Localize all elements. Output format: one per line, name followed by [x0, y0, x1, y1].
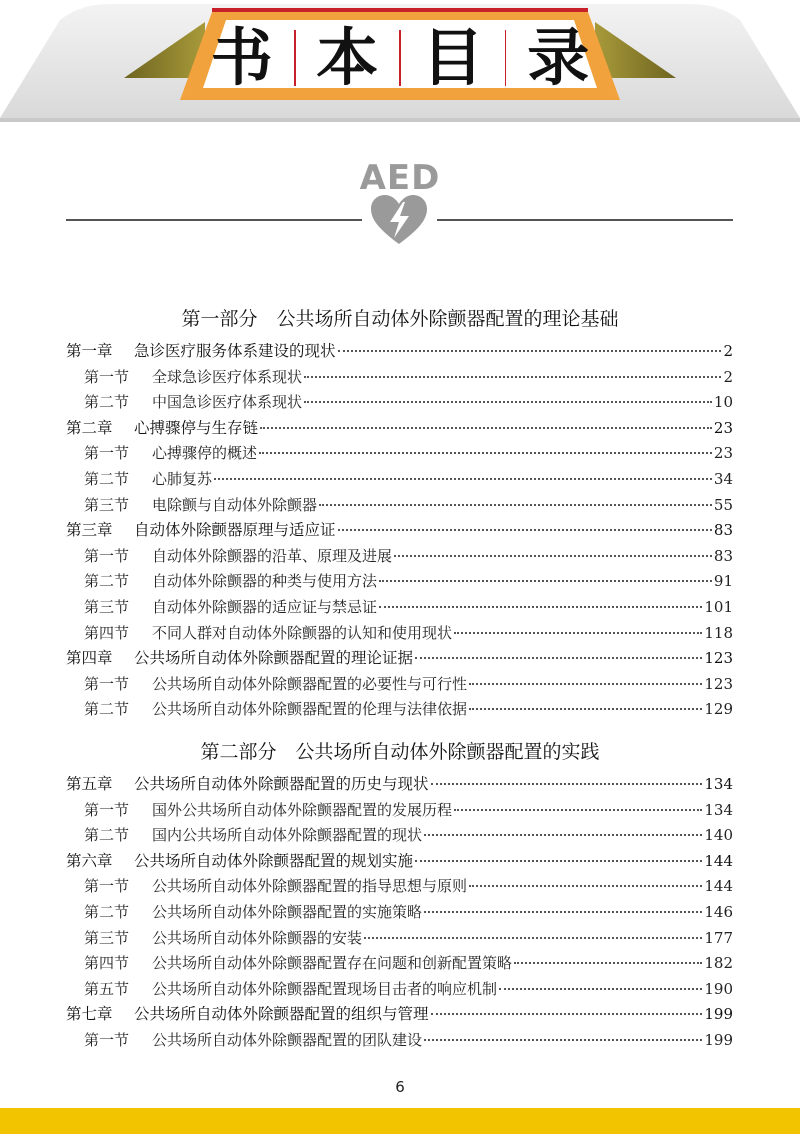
toc-section-title: 自动体外除颤器的沿革、原理及进展 [152, 546, 393, 565]
toc-section-page: 140 [704, 826, 733, 845]
toc-chapter-page: 123 [704, 649, 733, 668]
toc-section-label: 第一节 [84, 1031, 130, 1049]
toc-section-label: 第二节 [84, 700, 130, 719]
toc-section-page: 182 [704, 954, 733, 973]
toc-chapter-title: 公共场所自动体外除颤器配置的理论证据 [134, 649, 414, 668]
leader-dots [260, 427, 712, 429]
toc-chapter-title: 心搏骤停与生存链 [134, 418, 259, 437]
toc-section-label: 第一节 [84, 800, 130, 819]
toc-section-title: 中国急诊医疗体系现状 [152, 393, 303, 412]
toc-section-label: 第三节 [84, 495, 130, 514]
leader-dots [319, 504, 712, 506]
toc-section[interactable] [84, 798, 733, 823]
leader-dots [415, 860, 702, 862]
leader-dots [304, 376, 721, 378]
header-banner [0, 0, 800, 130]
page-number: 6 [395, 1078, 405, 1096]
heart-lightning-icon [370, 194, 428, 246]
toc-section-page: 91 [713, 572, 733, 591]
toc-section[interactable] [84, 493, 733, 518]
toc-section-page: 34 [713, 470, 733, 488]
toc-section[interactable] [84, 595, 733, 620]
toc-chapter[interactable] [66, 518, 733, 543]
toc-section-label: 第一节 [84, 546, 130, 565]
toc-section-label: 第三节 [84, 928, 130, 947]
toc-section[interactable] [84, 569, 733, 594]
toc-chapter-label: 第四章 [66, 649, 113, 668]
leader-dots [415, 657, 702, 659]
toc-chapter[interactable] [66, 1002, 733, 1027]
toc-chapter-page: 144 [704, 851, 733, 870]
banner-char: 书 [210, 21, 273, 94]
toc-section-page: 146 [704, 903, 733, 921]
toc-section-page: 144 [704, 877, 733, 896]
leader-dots [469, 683, 702, 685]
toc-section-page: 134 [704, 800, 733, 819]
toc-section-title: 公共场所自动体外除颤器配置的伦理与法律依据 [152, 700, 468, 719]
toc-section-label: 第三节 [84, 598, 130, 616]
toc-chapter-title: 公共场所自动体外除颤器配置的历史与现状 [134, 775, 429, 793]
toc-section-title: 国内公共场所自动体外除颤器配置的现状 [152, 826, 423, 845]
toc-section-page: 177 [704, 928, 733, 947]
toc-chapter[interactable] [66, 339, 733, 364]
toc-chapter-title: 急诊医疗服务体系建设的现状 [134, 342, 336, 360]
toc-section-title: 公共场所自动体外除颤器的安装 [152, 928, 363, 947]
toc-chapter-page: 134 [704, 775, 733, 793]
toc-section[interactable] [84, 390, 733, 415]
toc-section-label: 第四节 [84, 954, 130, 973]
toc-section-page: 199 [704, 1031, 733, 1049]
toc-section[interactable] [84, 467, 733, 492]
leader-dots [514, 962, 702, 964]
leader-dots [304, 401, 712, 403]
toc-section-label: 第二节 [84, 903, 130, 921]
leader-dots [394, 555, 712, 557]
divider-right [437, 219, 733, 221]
toc-section[interactable] [84, 621, 733, 646]
toc-section-label: 第一节 [84, 877, 130, 896]
toc-section-title: 不同人群对自动体外除颤器的认知和使用现状 [152, 623, 453, 642]
toc-chapter-page: 2 [723, 342, 733, 360]
toc-section[interactable] [84, 1028, 733, 1053]
toc-section-label: 第二节 [84, 393, 130, 412]
toc-section-label: 第一节 [84, 367, 130, 386]
toc-section-page: 10 [713, 393, 733, 412]
toc-chapter-title: 自动体外除颤器原理与适应证 [134, 521, 336, 540]
leader-dots [424, 911, 702, 913]
toc-chapter-page: 23 [713, 418, 733, 437]
toc-section-title: 电除颤与自动体外除颤器 [152, 495, 318, 514]
toc-section-label: 第二节 [84, 572, 130, 591]
toc-chapter[interactable] [66, 772, 733, 797]
toc-section-page: 123 [704, 674, 733, 693]
toc-section-title: 公共场所自动体外除颤器配置现场目击者的响应机制 [152, 979, 498, 998]
leader-dots [469, 885, 702, 887]
toc-chapter-label: 第一章 [66, 342, 113, 360]
toc-section-label: 第二节 [84, 826, 130, 845]
toc-section-label: 第四节 [84, 623, 130, 642]
toc-chapter-page: 83 [713, 521, 733, 540]
banner-char: 本 [316, 21, 379, 94]
toc-section-title: 公共场所自动体外除颤器配置的必要性与可行性 [152, 674, 468, 693]
toc-section[interactable] [84, 823, 733, 848]
leader-dots [259, 452, 712, 454]
leader-dots [454, 632, 702, 634]
part-title: 第一部分 公共场所自动体外除颤器配置的理论基础 [181, 308, 619, 330]
toc-section[interactable] [84, 977, 733, 1002]
toc-chapter-page: 199 [704, 1005, 733, 1024]
leader-dots [214, 478, 712, 480]
toc-section[interactable] [84, 544, 733, 569]
toc-section-title: 公共场所自动体外除颤器配置的指导思想与原则 [152, 877, 468, 896]
divider-left [66, 219, 362, 221]
toc-chapter-label: 第二章 [66, 418, 113, 437]
toc-section-page: 83 [713, 546, 733, 565]
toc-section-title: 自动体外除颤器的种类与使用方法 [152, 572, 378, 591]
toc-section-label: 第二节 [84, 470, 130, 488]
toc-section[interactable] [84, 697, 733, 722]
toc-section-title: 国外公共场所自动体外除颤器配置的发展历程 [152, 800, 453, 819]
toc-section[interactable] [84, 672, 733, 697]
leader-dots [499, 988, 702, 990]
toc-section-title: 心搏骤停的概述 [152, 444, 258, 463]
aed-logo-text: AED [359, 158, 441, 198]
leader-dots [469, 708, 702, 710]
leader-dots [424, 1039, 702, 1041]
toc-chapter-title: 公共场所自动体外除颤器配置的规划实施 [134, 851, 414, 870]
toc-chapter[interactable] [66, 849, 733, 874]
leader-dots [379, 606, 702, 608]
toc-section-page: 2 [723, 367, 733, 386]
toc-section-page: 101 [704, 598, 733, 616]
toc-section-title: 全球急诊医疗体系现状 [152, 367, 303, 386]
toc-section-title: 公共场所自动体外除颤器配置的实施策略 [152, 903, 423, 921]
toc-section-title: 心肺复苏 [152, 470, 213, 488]
leader-dots [338, 529, 712, 531]
leader-dots [338, 350, 722, 352]
leader-dots [379, 580, 712, 582]
toc-section[interactable] [84, 951, 733, 976]
footer-bar [0, 1108, 800, 1134]
toc-chapter-label: 第七章 [66, 1005, 113, 1024]
toc-section-title: 公共场所自动体外除颤器配置存在问题和创新配置策略 [152, 954, 513, 973]
leader-dots [364, 937, 702, 939]
toc-chapter-title: 公共场所自动体外除颤器配置的组织与管理 [134, 1005, 429, 1024]
toc-section[interactable] [84, 900, 733, 925]
toc-chapter-label: 第五章 [66, 775, 113, 793]
toc-chapter[interactable] [66, 646, 733, 671]
toc-section-title: 公共场所自动体外除颤器配置的团队建设 [152, 1031, 423, 1049]
toc-chapter-label: 第六章 [66, 851, 113, 870]
toc-section-title: 自动体外除颤器的适应证与禁忌证 [152, 598, 378, 616]
leader-dots [431, 1013, 703, 1015]
toc-section-page: 190 [704, 979, 733, 998]
toc-section[interactable] [84, 365, 733, 390]
toc-section-page: 118 [704, 623, 733, 642]
toc-section[interactable] [84, 441, 733, 466]
toc-section-label: 第一节 [84, 444, 130, 463]
toc-chapter-label: 第三章 [66, 521, 113, 540]
toc-section-label: 第五节 [84, 979, 130, 998]
leader-dots [431, 783, 703, 785]
banner-char: 录 [527, 21, 590, 94]
leader-dots [454, 809, 702, 811]
toc-section[interactable] [84, 926, 733, 951]
toc-section-page: 55 [713, 495, 733, 514]
part-title: 第二部分 公共场所自动体外除颤器配置的实践 [200, 741, 600, 763]
toc-section-page: 129 [704, 700, 733, 719]
toc-section-label: 第一节 [84, 674, 130, 693]
leader-dots [424, 834, 702, 836]
toc-section[interactable] [84, 874, 733, 899]
banner-char: 目 [421, 21, 484, 94]
toc-section-page: 23 [713, 444, 733, 463]
banner-title [190, 14, 610, 102]
toc-chapter[interactable] [66, 416, 733, 441]
